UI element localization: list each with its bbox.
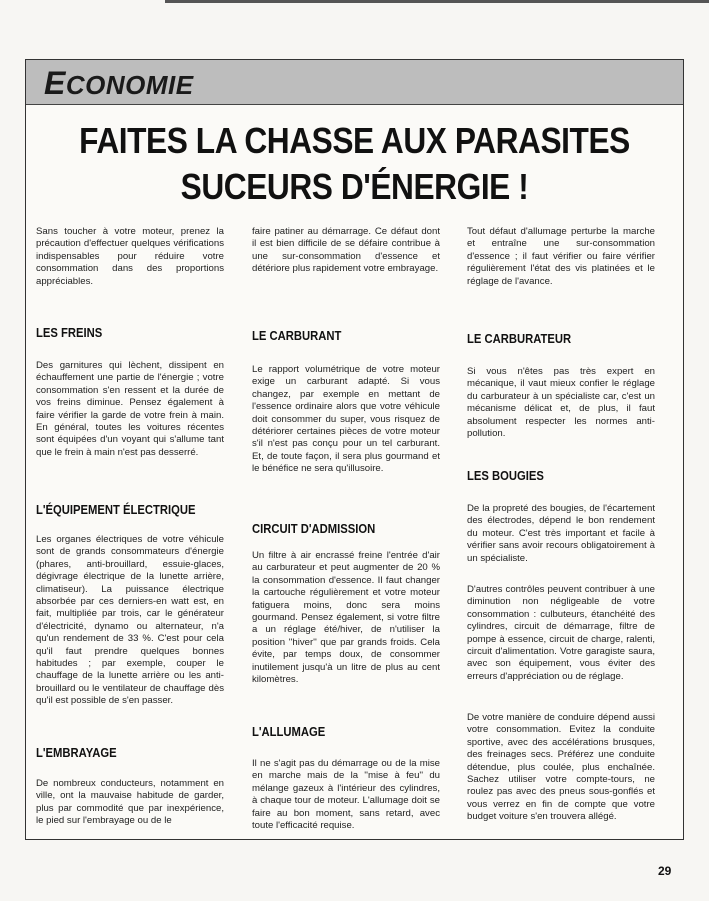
section-banner xyxy=(26,60,683,105)
bougies-text: De la propreté des bougies, de l'écartement des électrodes, dépend le bon rendement du moteur. C'est très important et facile à vérifier sans avoir recours obligatoirement à un spécialiste. xyxy=(467,503,655,564)
col2-intro: faire patiner au démarrage. Ce défaut dont il est bien difficile de se défaire contribue à une sur-consommation d'essence et détériore plus rapidement votre embrayage. xyxy=(252,226,440,275)
embrayage-text: De nombreux conducteurs, notamment en ville, ont la mauvaise habitude de garder, plus par commodité que par inexpérience, le pied sur l'embrayage ou de le xyxy=(36,778,224,827)
heading-carburateur: LE CARBURATEUR xyxy=(467,332,572,346)
top-rule xyxy=(165,0,709,3)
heading-freins: LES FREINS xyxy=(36,326,103,340)
conduite-text: De votre manière de conduire dépend aussi votre consommation. Evitez la conduite sportive, avec des accélérations brusques, des freinages secs. Préférez une conduite détendue, plus coulée, plus enchaînée. Sachez utiliser votre compte-tours, ne roulez pas avec des pneus sous-gonflés et vous verrez en fin de compte que votre budget voiture s'en trouvera allégé. xyxy=(467,712,655,823)
heading-allumage: L'ALLUMAGE xyxy=(252,725,326,739)
heading-bougies: LES BOUGIES xyxy=(467,469,544,483)
equipement-text: Les organes électriques de votre véhicule sont de grands consommateurs d'énergie (phares, anti-brouillard, essuie-glaces, dégivrage électrique de la lunette arrière, climatiseur). La puissance électrique absorbée par ces derniers-en watt est, en fait, multipliée par trois, car le générateur d'électricité, dynamo ou alternateur, n'a qu'un rendement de 33 %. C'est pour cela qu'il faut prendre quelques bonnes habitudes ; par exemple, couper le chauffage de la lunette arrière ou les anti-brouillard ou le ventilateur de chauffage dès qu'il est possible de s'en passer. xyxy=(36,534,224,707)
carburateur-text: Si vous n'êtes pas très expert en mécanique, il vaut mieux confier le réglage du carburateur à un spécialiste car, c'est un mécanisme délicat et, de plus, il faut absolument respecter les normes anti-pollution. xyxy=(467,366,655,440)
heading-equipement-electrique: L'ÉQUIPEMENT ÉLECTRIQUE xyxy=(36,503,196,517)
col1-intro: Sans toucher à votre moteur, prenez la précaution d'effectuer quelques vérifications indispensables pour réduire votre consommation dans des proportions appréciables. xyxy=(36,226,224,287)
article-title xyxy=(65,118,643,210)
heading-circuit-admission: CIRCUIT D'ADMISSION xyxy=(252,522,376,536)
heading-embrayage: L'EMBRAYAGE xyxy=(36,746,117,760)
section-label xyxy=(44,65,194,101)
carburant-text: Le rapport volumétrique de votre moteur exige un carburant adapté. Si vous changez, par exemple en mettant de l'essence ordinaire alors que votre véhicule doit consommer du super, vous risquez de détériorer certaines pièces de votre moteur s'il n'est pas conçu pour un tel carburant. Et, de toute façon, il sera plus gourmand et le bénéfice ne sera qu'illusoire. xyxy=(252,364,440,475)
page-number: 29 xyxy=(658,864,672,878)
admission-text: Un filtre à air encrassé freine l'entrée d'air au carburateur et peut augmenter de 20 % la consommation d'essence. Il faut changer la cartouche régulièrement et votre moteur fatiguera moins, donc sera moins gourmand. Pensez également, si votre filtre a un réglage été/hiver, de n'utiliser la position ''hiver'' que par grands froids. Cela évite, par temps doux, de consommer inutilement jusqu'à un litre de plus au cent kilomètres. xyxy=(252,550,440,686)
title-line-1: FAITES LA CHASSE AUX PARASITES xyxy=(79,120,630,161)
col3-intro: Tout défaut d'allumage perturbe la marche et entraîne une sur-consommation d'essence ; il faut vérifier ou faire vérifier régulièrement l'état des vis platinées et le réglage de l'avance. xyxy=(467,226,655,287)
autres-controles-text: D'autres contrôles peuvent contribuer à une diminution non négligeable de votre consommation : culbuteurs, étanchéité des cylindres, circuit de démarrage, filtre de pompe à essence, circuit de charge, ralenti, circuit d'alimentation. Votre garagiste saura, avec son équipement, vous éviter des erreurs d'appréciation ou de réglage. xyxy=(467,584,655,682)
article-frame xyxy=(25,59,684,840)
allumage-text: Il ne s'agit pas du démarrage ou de la mise en marche mais de la ''mise à feu'' du mélange gazeux à l'intérieur des cylindres, à chaque tour de moteur. L'allumage doit se faire au bon moment, sans retard, avec toute l'efficacité requise. xyxy=(252,758,440,832)
title-line-2: SUCEURS D'ÉNERGIE ! xyxy=(180,166,529,207)
section-label-initial: E xyxy=(44,65,66,101)
heading-carburant: LE CARBURANT xyxy=(252,329,342,343)
freins-text: Des garnitures qui lèchent, dissipent en échauffement une partie de l'énergie ; votre consommation s'en ressent et la durée de vos freins diminue. Pensez également à faire vérifier la garde de votre frein à main. En général, toutes les voitures récentes sont équipées d'un voyant qui s'allume tant que le frein à main n'est pas desserré. xyxy=(36,360,224,458)
section-label-rest: CONOMIE xyxy=(65,70,194,100)
